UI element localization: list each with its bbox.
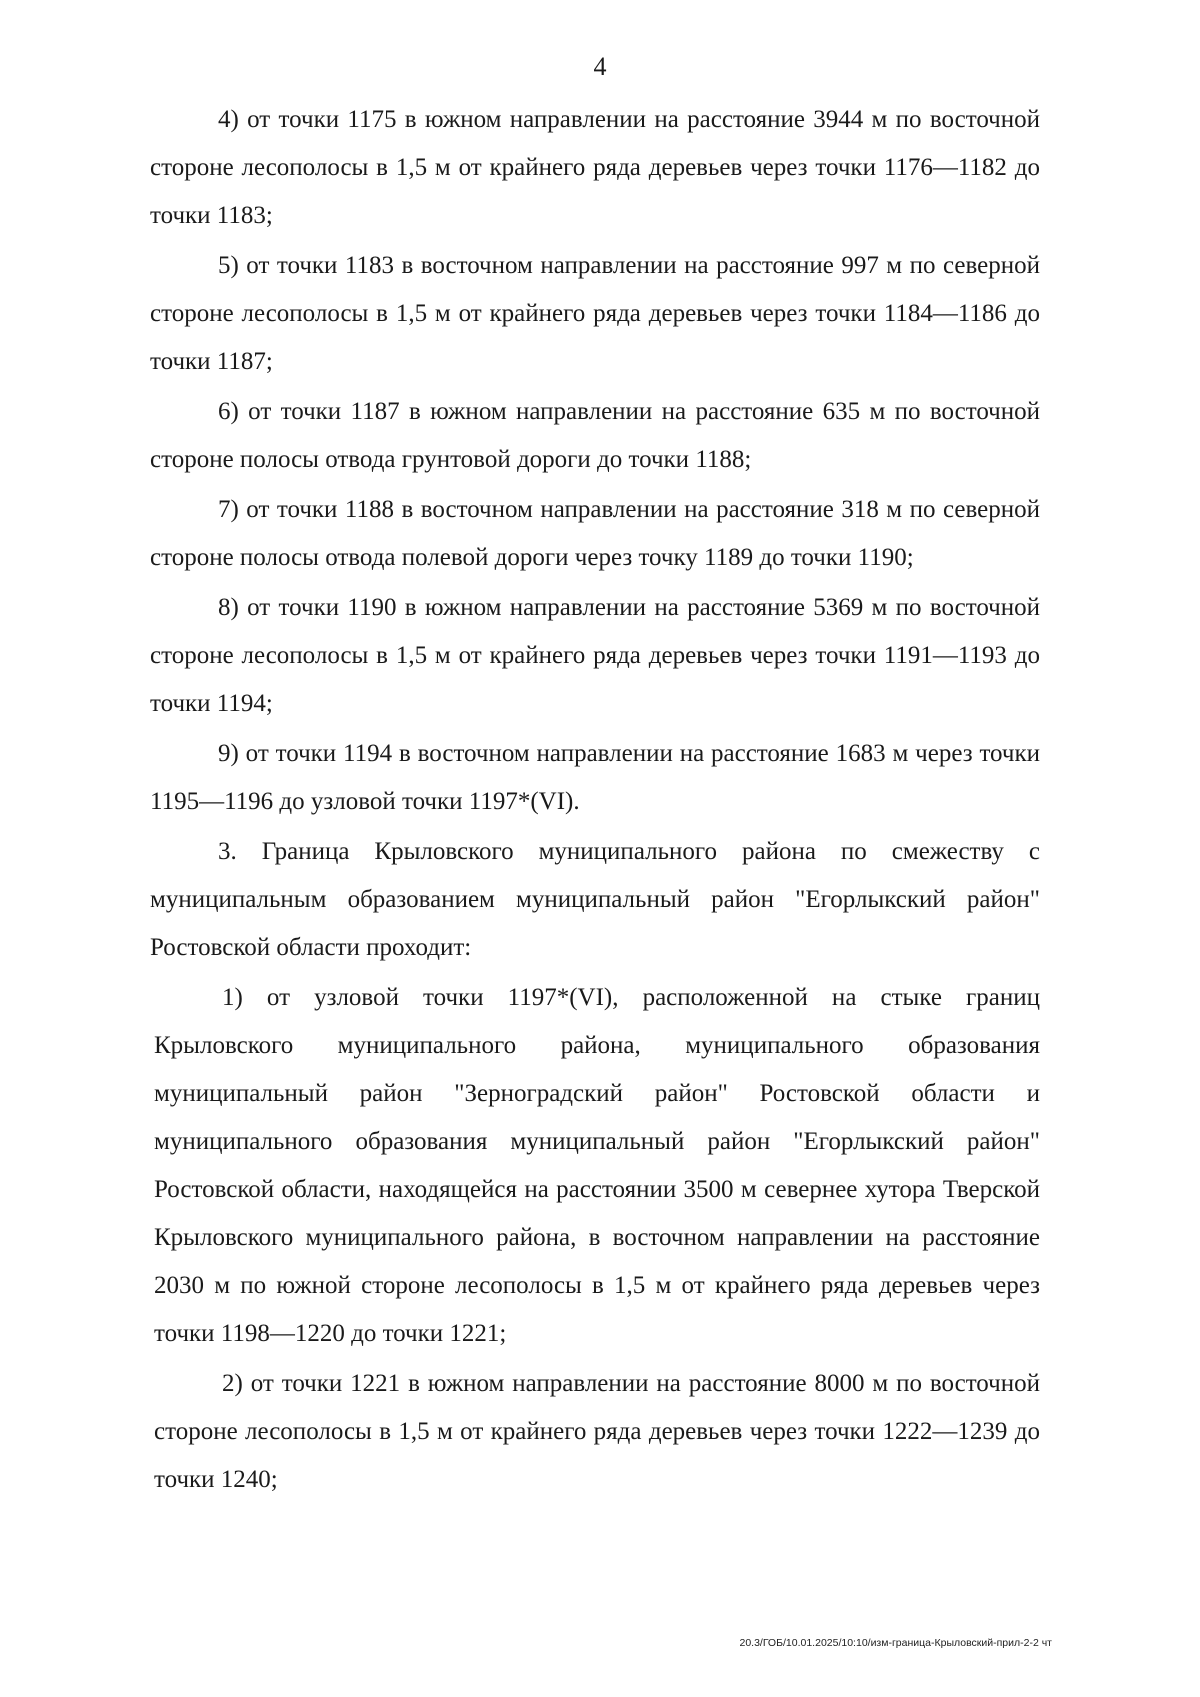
- paragraph-point-9: 9) от точки 1194 в восточном направлении на расстояние 1683 м через точки 1195—1196 до узловой точки 1197*(VI).: [150, 740, 1040, 815]
- document-footer-code: 20.3/ГОБ/10.01.2025/10:10/изм-граница-Крыловский-прил-2-2 чт: [739, 1637, 1052, 1649]
- paragraph-section-3-point-2: 2) от точки 1221 в южном направлении на расстояние 8000 м по восточной стороне лесополосы в 1,5 м от крайнего ряда деревьев через точки 1222—1239 до точки 1240;: [154, 1370, 1040, 1493]
- document-body: [150, 96, 1040, 1504]
- paragraph-point-5: 5) от точки 1183 в восточном направлении на расстояние 997 м по северной стороне лесополосы в 1,5 м от крайнего ряда деревьев через точки 1184—1186 до точки 1187;: [150, 252, 1040, 375]
- paragraph-point-6: 6) от точки 1187 в южном направлении на расстояние 635 м по восточной стороне полосы отвода грунтовой дороги до точки 1188;: [150, 398, 1040, 473]
- paragraph-point-7: 7) от точки 1188 в восточном направлении на расстояние 318 м по северной стороне полосы отвода полевой дороги через точку 1189 до точки 1190;: [150, 496, 1040, 571]
- paragraph-point-8: 8) от точки 1190 в южном направлении на расстояние 5369 м по восточной стороне лесополосы в 1,5 м от крайнего ряда деревьев через точки 1191—1193 до точки 1194;: [150, 594, 1040, 717]
- paragraph-point-4: 4) от точки 1175 в южном направлении на расстояние 3944 м по восточной стороне лесополосы в 1,5 м от крайнего ряда деревьев через точки 1176—1182 до точки 1183;: [150, 106, 1040, 229]
- paragraph-section-3-point-1: 1) от узловой точки 1197*(VI), расположенной на стыке границ Крыловского муниципального района, муниципального образования муниципальный район "Зерноградский район" Ростовской области и муниципального образования муниципальный район "Егорлыкский район" Ростовской области, находящейся на расстоянии 3500 м севернее хутора Тверской Крыловского муниципального района, в восточном направлении на расстояние 2030 м по южной стороне лесополосы в 1,5 м от крайнего ряда деревьев через точки 1198—1220 до точки 1221;: [154, 984, 1040, 1347]
- section-3-heading-paragraph: 3. Граница Крыловского муниципального района по смежеству с муниципальным образованием муниципальный район "Егорлыкский район" Ростовской области проходит:: [150, 838, 1040, 961]
- page-number: 4: [593, 52, 607, 81]
